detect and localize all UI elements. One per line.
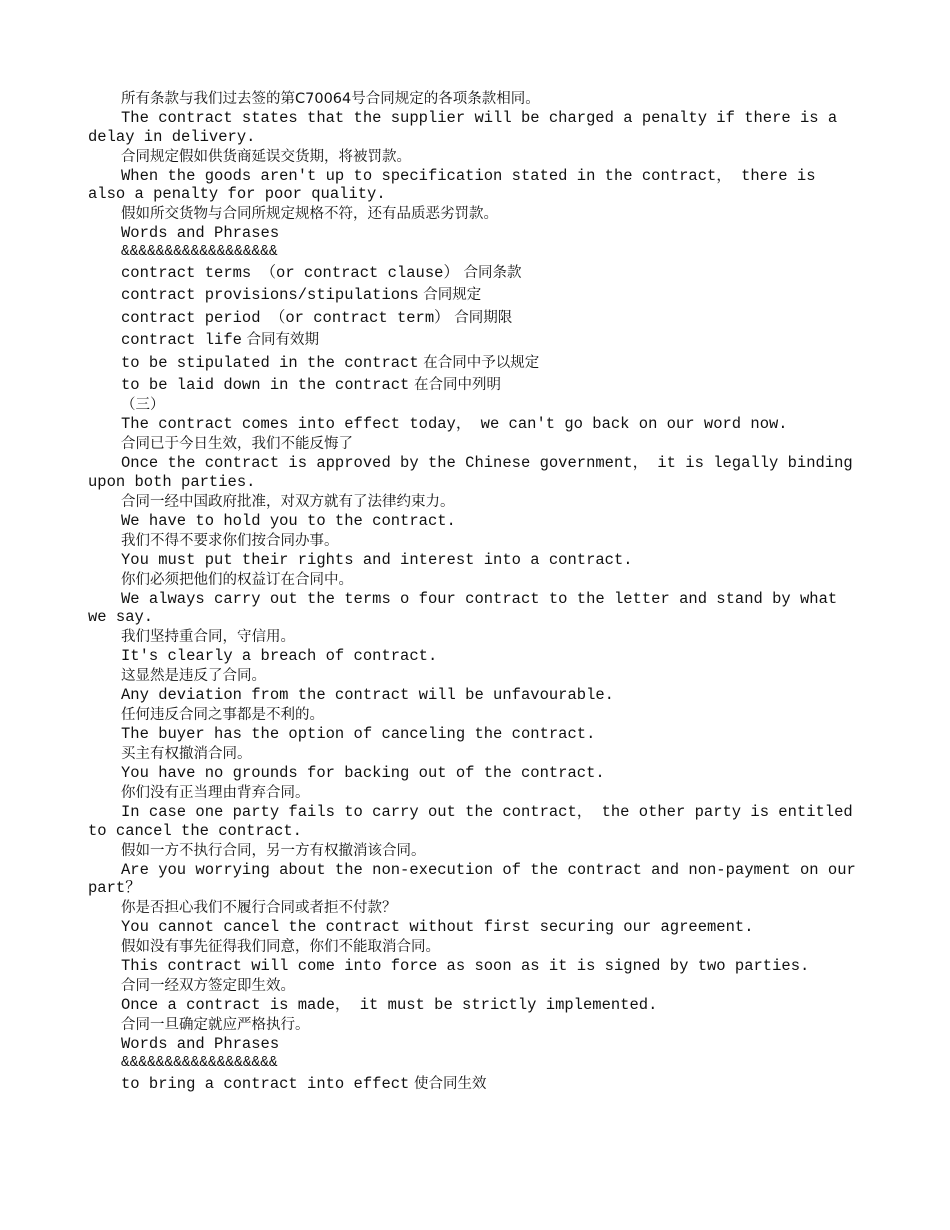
english-sentence: We have to hold you to the contract.	[121, 511, 456, 530]
section-heading: Words and Phrases	[121, 1035, 280, 1054]
chinese-translation: 任何违反合同之事都是不利的。	[121, 707, 324, 724]
term-chinese: 合同期限	[449, 309, 513, 326]
glossary-term	[88, 262, 860, 284]
term-english: to bring a contract into effect	[121, 1075, 410, 1094]
chinese-translation: 买主有权撤消合同。	[121, 746, 252, 763]
chinese-translation: 假如一方不执行合同，另一方有权撤消该合同。	[121, 842, 426, 859]
english-sentence: When the goods aren't up to specification stated in the contract， there is also a penalty for poor quality.	[88, 166, 825, 203]
term-english: to be stipulated in the contract	[121, 353, 419, 372]
chinese-translation: 合同规定假如供货商延误交货期，将被罚款。	[121, 148, 411, 165]
glossary-term	[88, 329, 860, 351]
english-sentence: You cannot cancel the contract without first securing our agreement.	[121, 918, 754, 937]
term-chinese: 在合同中予以规定	[418, 354, 540, 371]
separator-line: &&&&&&&&&&&&&&&&&&	[121, 244, 278, 260]
glossary-term	[88, 352, 860, 374]
term-chinese: 使合同生效	[409, 1076, 487, 1093]
glossary-term	[88, 1073, 860, 1095]
chinese-translation: 假如所交货物与合同所规定规格不符，还有品质恶劣罚款。	[121, 206, 498, 222]
english-sentence: Any deviation from the contract will be unfavourable.	[121, 686, 614, 705]
chinese-translation: 你们没有正当理由背弃合同。	[121, 785, 310, 802]
english-sentence: This contract will come into force as soon as it is signed by two parties.	[121, 957, 810, 976]
english-sentence: You have no grounds for backing out of the contract.	[121, 764, 605, 783]
english-sentence: It's clearly a breach of contract.	[121, 647, 438, 666]
separator-line: &&&&&&&&&&&&&&&&&&	[121, 1055, 278, 1072]
english-sentence: Are you worrying about the non-execution of the contract and non-payment on our part？	[88, 860, 866, 898]
term-english: contract terms （or contract clause）	[121, 264, 459, 282]
glossary-term	[88, 374, 860, 396]
english-sentence: In case one party fails to carry out the contract， the other party is entitled to cancel the contract.	[88, 803, 863, 840]
term-english: contract period （or contract term）	[121, 308, 450, 327]
chinese-translation: 这显然是违反了合同。	[121, 668, 266, 685]
chinese-translation: 合同一旦确定就应严格执行。	[121, 1017, 310, 1034]
chinese-translation: 合同已于今日生效，我们不能反悔了	[121, 436, 353, 453]
glossary-term	[88, 307, 860, 329]
chinese-translation: 合同一经中国政府批准，对双方就有了法律约束力。	[121, 493, 455, 510]
glossary-term	[88, 284, 860, 306]
term-chinese: 合同条款	[458, 265, 522, 281]
english-sentence: The contract comes into effect today， we can't go back on our word now.	[121, 415, 788, 434]
term-english: contract life	[121, 331, 242, 350]
chinese-translation: 假如没有事先征得我们同意，你们不能取消合同。	[121, 939, 440, 956]
chinese-translation: 所有条款与我们过去签的第C70064号合同规定的各项条款相同。	[121, 91, 540, 107]
chinese-translation: 你是否担心我们不履行合同或者拒不付款？	[121, 900, 397, 917]
term-chinese: 在合同中列明	[409, 377, 501, 394]
english-sentence: We always carry out the terms o four contract to the letter and stand by what we say.	[88, 589, 847, 627]
english-sentence: The buyer has the option of canceling the contract.	[121, 725, 596, 744]
chinese-translation: 我们不得不要求你们按合同办事。	[121, 532, 339, 549]
chinese-translation: （三）	[121, 397, 165, 414]
term-chinese: 合同规定	[418, 287, 482, 304]
term-english: contract provisions/stipulations	[121, 286, 419, 305]
english-sentence: You must put their rights and interest into a contract.	[121, 550, 633, 569]
term-chinese: 合同有效期	[241, 332, 320, 349]
chinese-translation: 你们必须把他们的权益订在合同中。	[121, 571, 353, 588]
chinese-translation: 合同一经双方签定即生效。	[121, 978, 295, 995]
english-sentence: Once the contract is approved by the Chinese government， it is legally binding upon both parties.	[88, 454, 863, 491]
term-english: to be laid down in the contract	[121, 376, 410, 395]
section-heading: Words and Phrases	[121, 224, 280, 242]
english-sentence: The contract states that the supplier will be charged a penalty if there is a delay in delivery.	[88, 109, 847, 146]
english-sentence: Once a contract is made， it must be strictly implemented.	[121, 996, 658, 1015]
chinese-translation: 我们坚持重合同，守信用。	[121, 629, 295, 646]
